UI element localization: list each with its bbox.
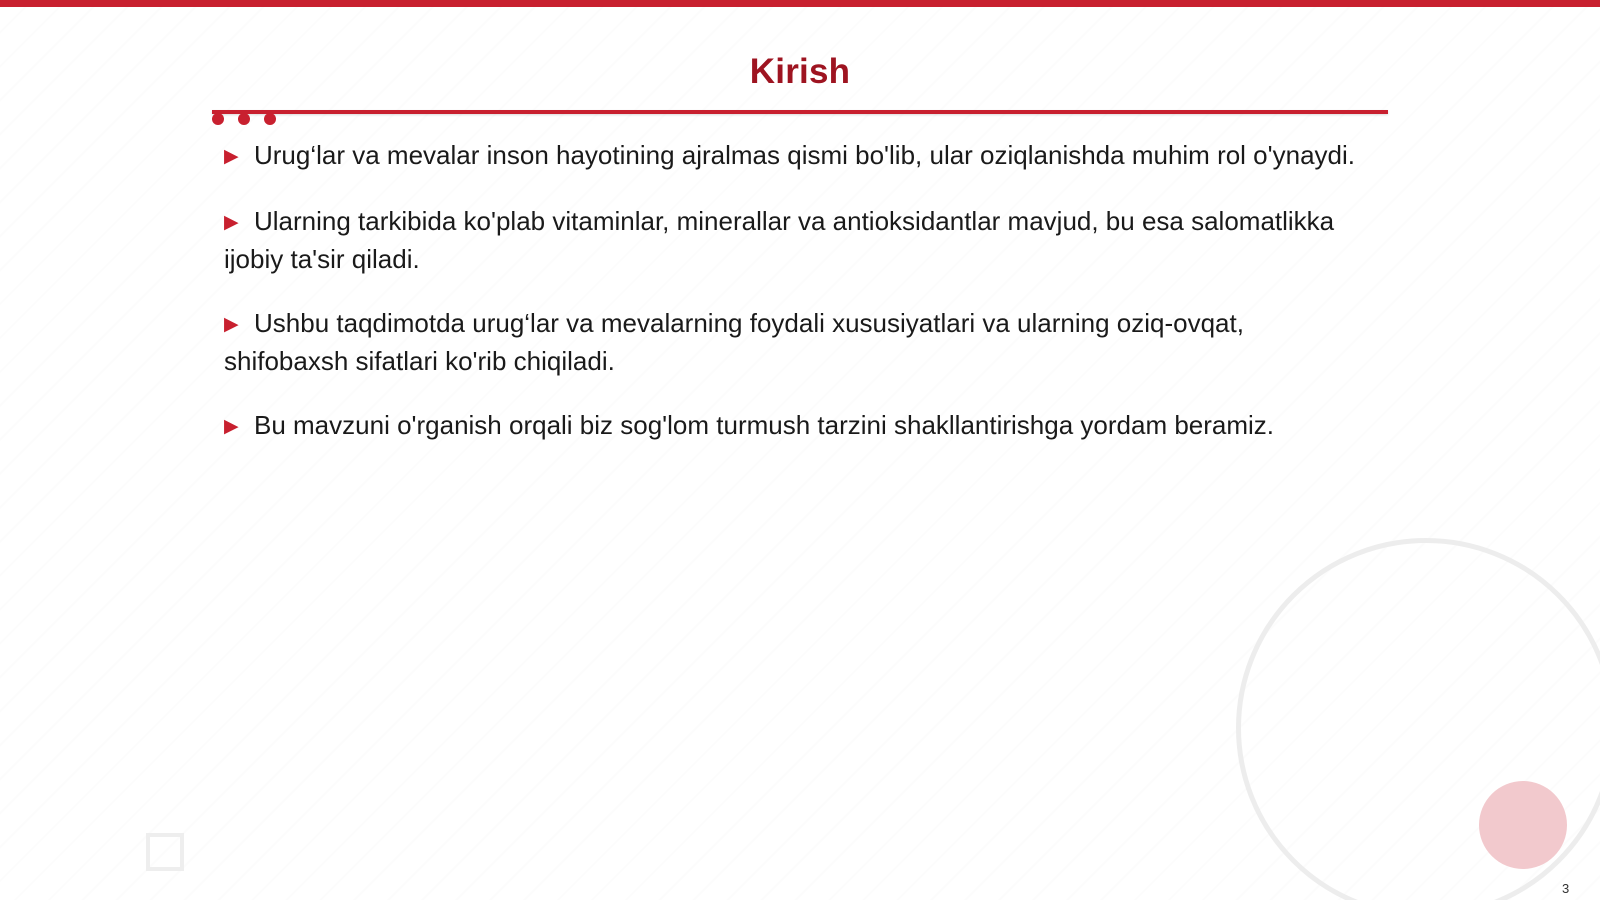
decorative-circle — [1479, 781, 1567, 869]
triangle-right-icon: ▶ — [224, 146, 239, 167]
triangle-right-icon: ▶ — [224, 314, 239, 335]
page-number: 3 — [1562, 881, 1570, 896]
bullet-text: Bu mavzuni o'rganish orqali biz sog'lom turmush tarzini shakllantirishga yordam beramiz. — [254, 410, 1275, 440]
triangle-right-icon: ▶ — [224, 212, 239, 233]
bullet-item — [224, 407, 1360, 445]
slide-title: Kirish — [749, 52, 851, 91]
decorative-square — [146, 833, 184, 871]
top-accent-bar — [0, 0, 1600, 7]
bullet-item — [224, 203, 1360, 277]
bullet-text: Urug‘lar va mevalar inson hayotining ajralmas qismi bo'lib, ular oziqlanishda muhim rol o'ynaydi. — [254, 140, 1355, 170]
bullet-item — [224, 137, 1360, 175]
triangle-right-icon: ▶ — [224, 416, 239, 437]
decor-dot-2 — [238, 113, 250, 125]
title-underline — [212, 110, 1388, 114]
bullet-item — [224, 305, 1360, 379]
bullet-list — [224, 137, 1360, 473]
decor-dot-1 — [212, 113, 224, 125]
bullet-text: Ushbu taqdimotda urug‘lar va mevalarning foydali xususiyatlari va ularning oziq-ovqat, shifobaxsh sifatlari ko'rib chiqiladi. — [224, 308, 1244, 376]
bullet-text: Ularning tarkibida ko'plab vitaminlar, minerallar va antioksidantlar mavjud, bu esa salomatlikka ijobiy ta'sir qiladi. — [224, 206, 1335, 274]
decor-dot-3 — [264, 113, 276, 125]
